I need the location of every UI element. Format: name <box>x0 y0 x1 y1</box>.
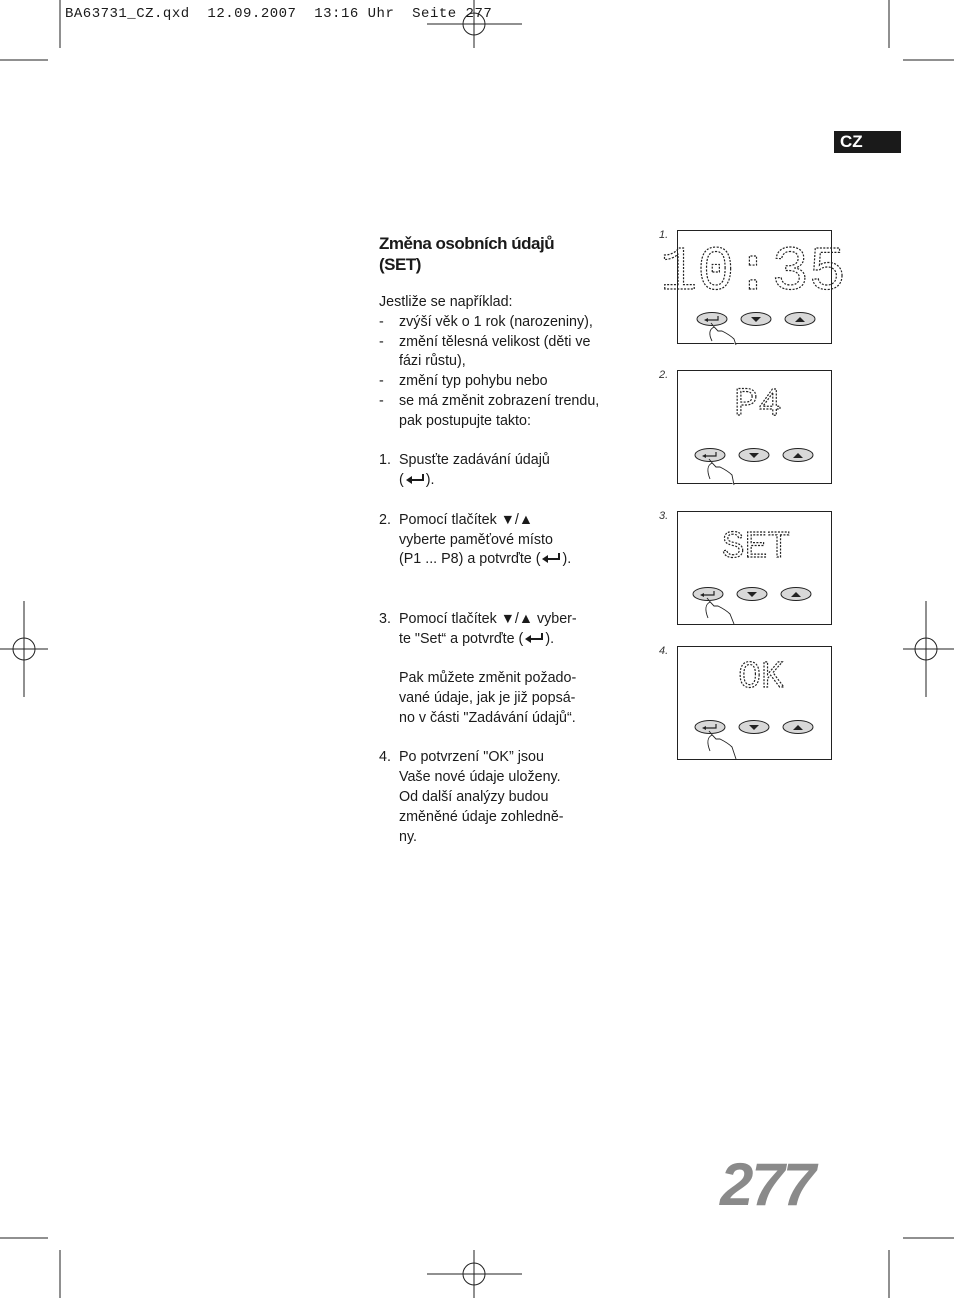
lcd-figure-3 <box>677 511 832 625</box>
lcd-readout: 10:35 <box>659 237 847 308</box>
enter-button <box>693 588 723 601</box>
page-number: 277 <box>720 1151 815 1218</box>
finger-icon <box>708 731 736 759</box>
figure-label: 2. <box>659 369 669 381</box>
enter-button <box>697 313 727 326</box>
lcd-display-2 <box>678 371 833 485</box>
list-item: - se má změnit zobrazení trendu, pak postupujte takto: <box>379 392 600 429</box>
step-2: 2. Pomocí tlačítek ▼/▲ vyberte paměťové místo (P1 ... P8) a potvrďte ( ). <box>379 511 572 568</box>
lcd-figure-1 <box>659 230 847 344</box>
instruction-text <box>379 293 609 847</box>
enter-icon <box>404 473 426 485</box>
lcd-readout: OK <box>738 656 784 699</box>
figure-label: 4. <box>659 645 669 657</box>
finger-icon <box>710 323 736 345</box>
figure-label: 3. <box>659 510 669 522</box>
list-item: - zvýší věk o 1 rok (narozeniny), <box>379 313 593 330</box>
enter-button <box>695 449 725 462</box>
section-title <box>379 233 554 275</box>
lcd-figure-4 <box>677 646 832 760</box>
enter-button <box>695 721 725 734</box>
finger-icon <box>708 459 734 485</box>
finger-icon <box>706 598 734 624</box>
lcd-display-1 <box>659 231 847 345</box>
lcd-display-3 <box>678 512 833 626</box>
step-1: 1. Spusťte zadávání údajů ( ). <box>379 452 550 489</box>
lcd-figure-2 <box>677 370 832 484</box>
enter-icon <box>523 632 545 644</box>
lcd-readout: SET <box>721 526 791 569</box>
enter-icon <box>540 552 562 564</box>
intro-lead: Jestliže se například: <box>379 294 513 310</box>
figure-label: 1. <box>659 229 669 241</box>
language-tab: CZ <box>834 131 901 153</box>
step-4: 4. Po potvrzení "OK” jsou Vaše nové údaje uloženy. Od další analýzy budou změněné údaje zohledně- ny. <box>379 749 564 845</box>
file-slug: BA63731_CZ.qxd 12.09.2007 13:16 Uhr Seite 277 <box>65 6 493 22</box>
lcd-readout: P4 <box>733 383 783 428</box>
title-line-1: Změna osobních údajů <box>379 234 555 253</box>
list-item: - změní typ pohybu nebo <box>379 373 548 390</box>
list-item: - změní tělesná velikost (děti ve fázi růstu), <box>379 333 591 370</box>
title-line-2: (SET) <box>379 255 421 274</box>
step-3: 3. Pomocí tlačítek ▼/▲ vyber- te "Set“ a potvrďte ( ). Pak můžete změnit požado- vané údaje, jak je již popsá- no v části "Zadávání údajů“. <box>379 610 577 726</box>
lcd-display-4 <box>678 647 833 761</box>
